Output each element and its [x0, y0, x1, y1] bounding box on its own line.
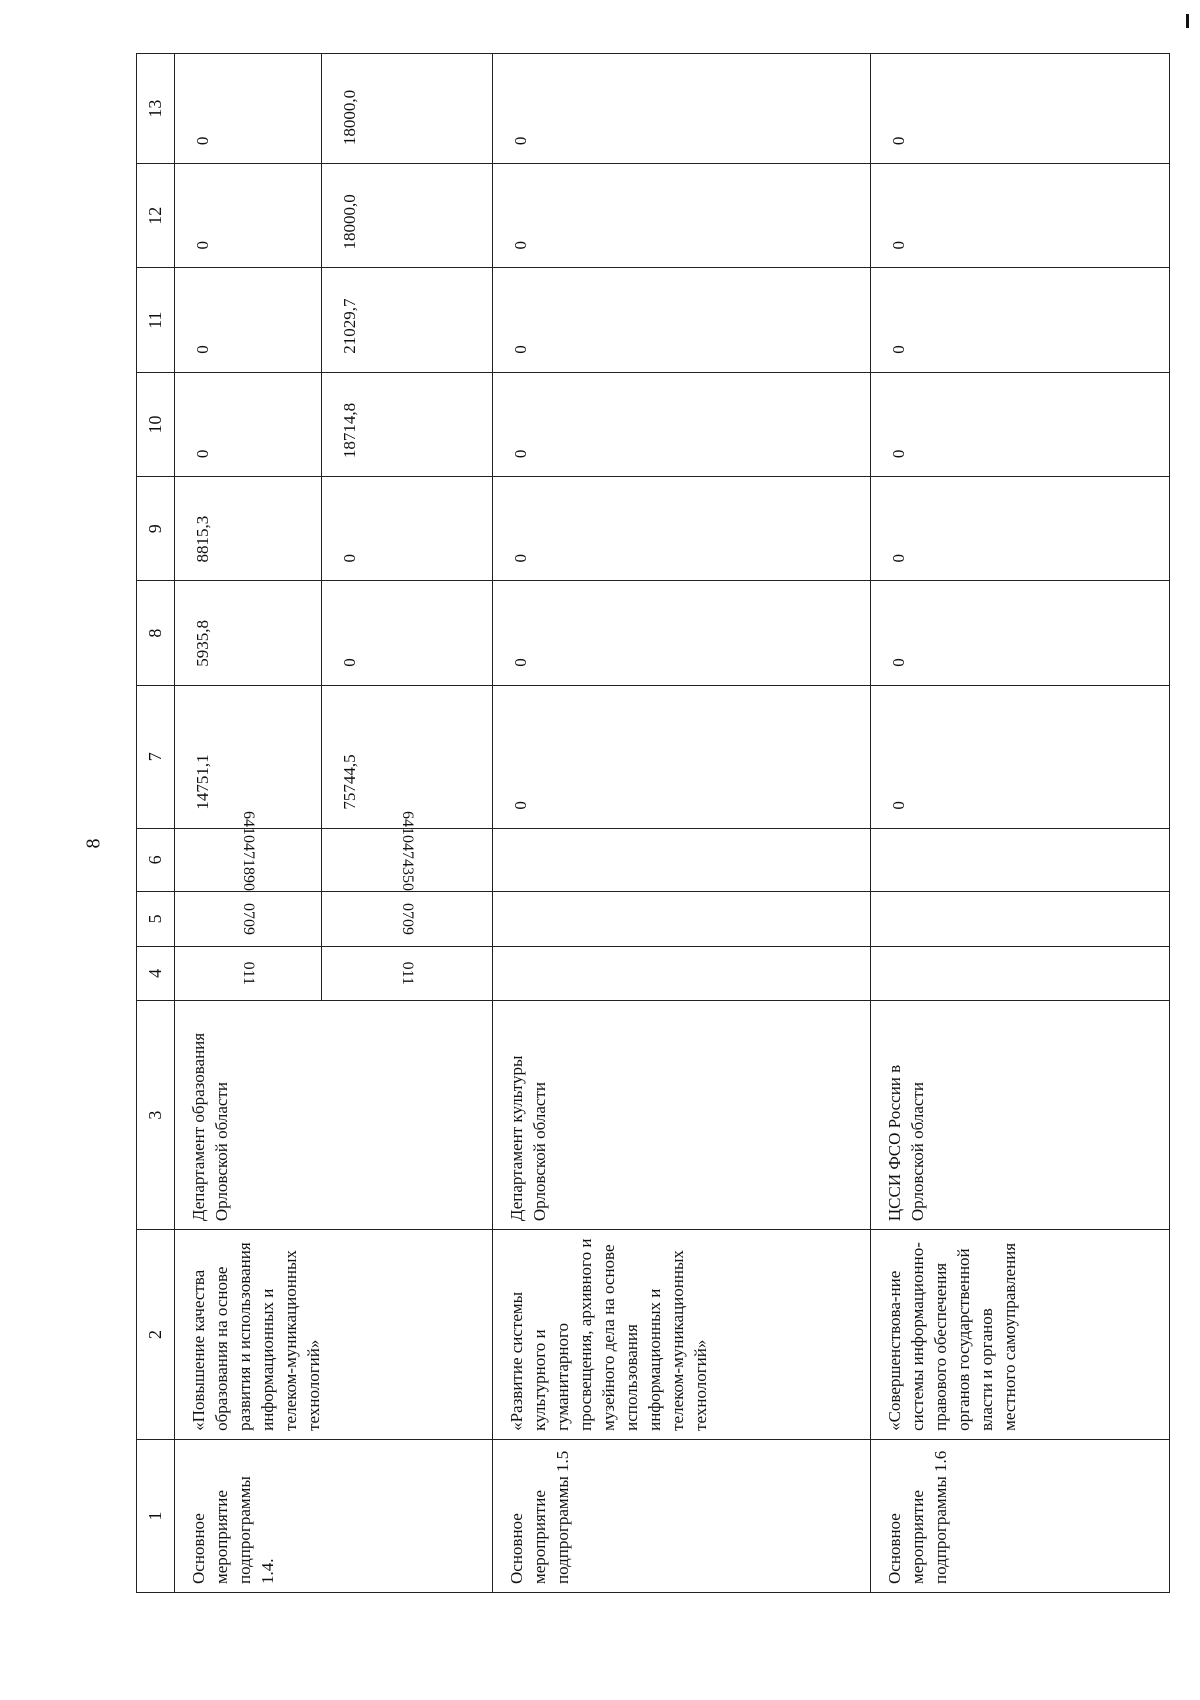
code-grbs-cell: 011	[321, 946, 493, 1000]
code-section-cell	[870, 892, 1169, 946]
value-cell: 0	[321, 477, 493, 581]
code-grbs-cell	[870, 946, 1169, 1000]
col-header-7: 7	[137, 685, 175, 828]
col-header-9: 9	[137, 477, 175, 581]
value-cell: 0	[493, 54, 870, 164]
col-header-3: 3	[137, 1001, 175, 1230]
col-header-11: 11	[137, 268, 175, 372]
value-cell: 0	[870, 477, 1169, 581]
value-cell: 18000,0	[321, 54, 493, 164]
code-grbs-cell	[493, 946, 870, 1000]
col-header-6: 6	[137, 828, 175, 892]
rotated-table-container	[136, 53, 1170, 1593]
value-cell: 0	[175, 54, 321, 164]
executor-cell: Департамент образования Орловской области	[175, 1001, 493, 1230]
col-header-10: 10	[137, 372, 175, 476]
code-grbs-cell: 011	[175, 946, 321, 1000]
value-cell: 0	[870, 54, 1169, 164]
value-cell: 0	[493, 268, 870, 372]
value-cell: 0	[493, 581, 870, 685]
value-cell: 18000,0	[321, 164, 493, 268]
value-cell: 14751,1	[175, 685, 321, 828]
value-cell: 0	[175, 164, 321, 268]
code-section-cell: 0709	[175, 892, 321, 946]
event-description-cell: «Совершенствова-ние системы информационно-правового обеспечения органов государственной власти и органов местного самоуправления	[870, 1230, 1169, 1440]
value-cell: 75744,5	[321, 685, 493, 828]
value-cell: 0	[493, 685, 870, 828]
value-cell: 5935,8	[175, 581, 321, 685]
code-section-cell	[493, 892, 870, 946]
col-header-2: 2	[137, 1230, 175, 1440]
event-name-cell: Основное мероприятие подпрограммы 1.4.	[175, 1439, 493, 1592]
col-header-4: 4	[137, 946, 175, 1000]
executor-cell: ЦССИ ФСО России в Орловской области	[870, 1001, 1169, 1230]
table-row	[870, 54, 1169, 1593]
table-row	[493, 54, 870, 1593]
value-cell: 0	[493, 477, 870, 581]
value-cell: 18714,8	[321, 372, 493, 476]
code-target-cell	[870, 828, 1169, 892]
value-cell: 8815,3	[175, 477, 321, 581]
code-target-cell: 6410474350	[321, 828, 493, 892]
value-cell: 0	[870, 164, 1169, 268]
value-cell: 0	[493, 372, 870, 476]
value-cell: 0	[321, 581, 493, 685]
header-row	[137, 54, 175, 1593]
col-header-8: 8	[137, 581, 175, 685]
value-cell: 0	[870, 372, 1169, 476]
col-header-12: 12	[137, 164, 175, 268]
col-header-13: 13	[137, 54, 175, 164]
value-cell: 0	[870, 268, 1169, 372]
value-cell: 21029,7	[321, 268, 493, 372]
corner-mark	[1186, 14, 1189, 28]
page-number: 8	[82, 838, 105, 849]
table-row	[175, 54, 321, 1593]
value-cell: 0	[175, 268, 321, 372]
code-section-cell: 0709	[321, 892, 493, 946]
event-name-cell: Основное мероприятие подпрограммы 1.6	[870, 1439, 1169, 1592]
value-cell: 0	[870, 581, 1169, 685]
col-header-5: 5	[137, 892, 175, 946]
event-description-cell: «Повышение качества образования на основе развития и использования информационных и телеком-муникационных технологий»	[175, 1230, 493, 1440]
col-header-1: 1	[137, 1439, 175, 1592]
value-cell: 0	[870, 685, 1169, 828]
code-target-cell: 6410471890	[175, 828, 321, 892]
event-description-cell: «Развитие системы культурного и гуманитарного просвещения, архивного и музейного дела на основе использования информационных и телеком-муникационных технологий»	[493, 1230, 870, 1440]
value-cell: 0	[175, 372, 321, 476]
event-name-cell: Основное мероприятие подпрограммы 1.5	[493, 1439, 870, 1592]
budget-table	[136, 53, 1170, 1593]
executor-cell: Департамент культуры Орловской области	[493, 1001, 870, 1230]
value-cell: 0	[493, 164, 870, 268]
code-target-cell	[493, 828, 870, 892]
